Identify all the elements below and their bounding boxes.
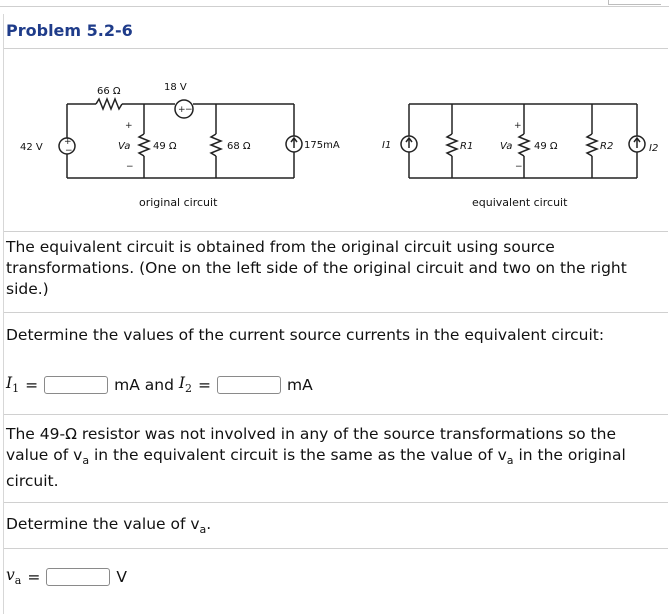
- svg-text:−: −: [185, 105, 193, 115]
- divider: [4, 414, 668, 415]
- i2-input[interactable]: [217, 376, 281, 394]
- caption-original: original circuit: [139, 196, 218, 209]
- divider: [4, 502, 668, 503]
- label-i1: I1: [382, 140, 392, 151]
- label-42v: 42 V: [20, 142, 43, 153]
- resistor-68-symbol: [211, 134, 221, 156]
- i2-unit: mA: [286, 376, 313, 394]
- label-49-ohm: 49 Ω: [153, 141, 177, 152]
- i2-equals: =: [197, 376, 211, 394]
- circuit-figure: [4, 66, 668, 226]
- resistor-66-symbol: [96, 99, 122, 109]
- svg-text:+: +: [178, 105, 186, 115]
- label-49-ohm-eq: 49 Ω: [534, 141, 558, 152]
- question-currents: Determine the values of the current source currents in the equivalent circuit:: [6, 326, 605, 344]
- va-label: $v_a$: [6, 566, 22, 588]
- divider: [4, 231, 668, 232]
- answer-row-currents: [6, 374, 313, 396]
- label-va-equivalent: Va: [500, 141, 513, 152]
- top-right-control[interactable]: [608, 0, 661, 5]
- divider: [4, 312, 668, 313]
- i1-input[interactable]: [44, 376, 108, 394]
- va-equals: =: [27, 568, 41, 586]
- problem-title: Problem 5.2-6: [6, 21, 133, 40]
- caption-equivalent: equivalent circuit: [472, 196, 568, 209]
- label-va-original: Va: [118, 141, 131, 152]
- svg-text:−: −: [65, 146, 73, 156]
- label-18v: 18 V: [164, 82, 187, 93]
- i1-label: $I_1$: [6, 374, 20, 396]
- i1-equals: =: [25, 376, 39, 394]
- explanation-text: The 49-Ω resistor was not involved in any of the source transformations so the value of $v_a$ in the equivalent circuit is the same as the value of $v_a$ in the original circuit.: [6, 425, 626, 491]
- top-bar: [0, 0, 669, 7]
- svg-text:+: +: [125, 121, 133, 131]
- svg-text:−: −: [515, 162, 523, 172]
- svg-text:−: −: [126, 162, 134, 172]
- question-va: Determine the value of $v_a$.: [6, 515, 212, 537]
- resistor-r1-symbol: [447, 134, 457, 156]
- label-r1: R1: [460, 141, 474, 152]
- label-i2: I2: [649, 143, 659, 154]
- i1-unit: mA and: [114, 376, 179, 394]
- answer-row-va: [6, 566, 127, 588]
- va-input[interactable]: [46, 568, 110, 586]
- resistor-r2-symbol: [587, 134, 597, 156]
- divider: [4, 548, 668, 549]
- intro-text: The equivalent circuit is obtained from the original circuit using source transformations. (One on the left side of the original circuit and two on the right side.): [6, 238, 627, 298]
- resistor-49-eq-symbol: [519, 134, 529, 156]
- resistor-49-symbol: [139, 134, 149, 156]
- svg-text:+: +: [514, 121, 522, 131]
- va-unit: V: [116, 568, 127, 586]
- svg-text:+: +: [64, 137, 72, 147]
- label-r2: R2: [600, 141, 614, 152]
- title-divider: [4, 48, 668, 49]
- i2-label: $I_2$: [178, 374, 192, 396]
- label-68-ohm: 68 Ω: [227, 141, 251, 152]
- label-66-ohm: 66 Ω: [97, 86, 121, 97]
- label-175ma: 175mA: [304, 140, 340, 151]
